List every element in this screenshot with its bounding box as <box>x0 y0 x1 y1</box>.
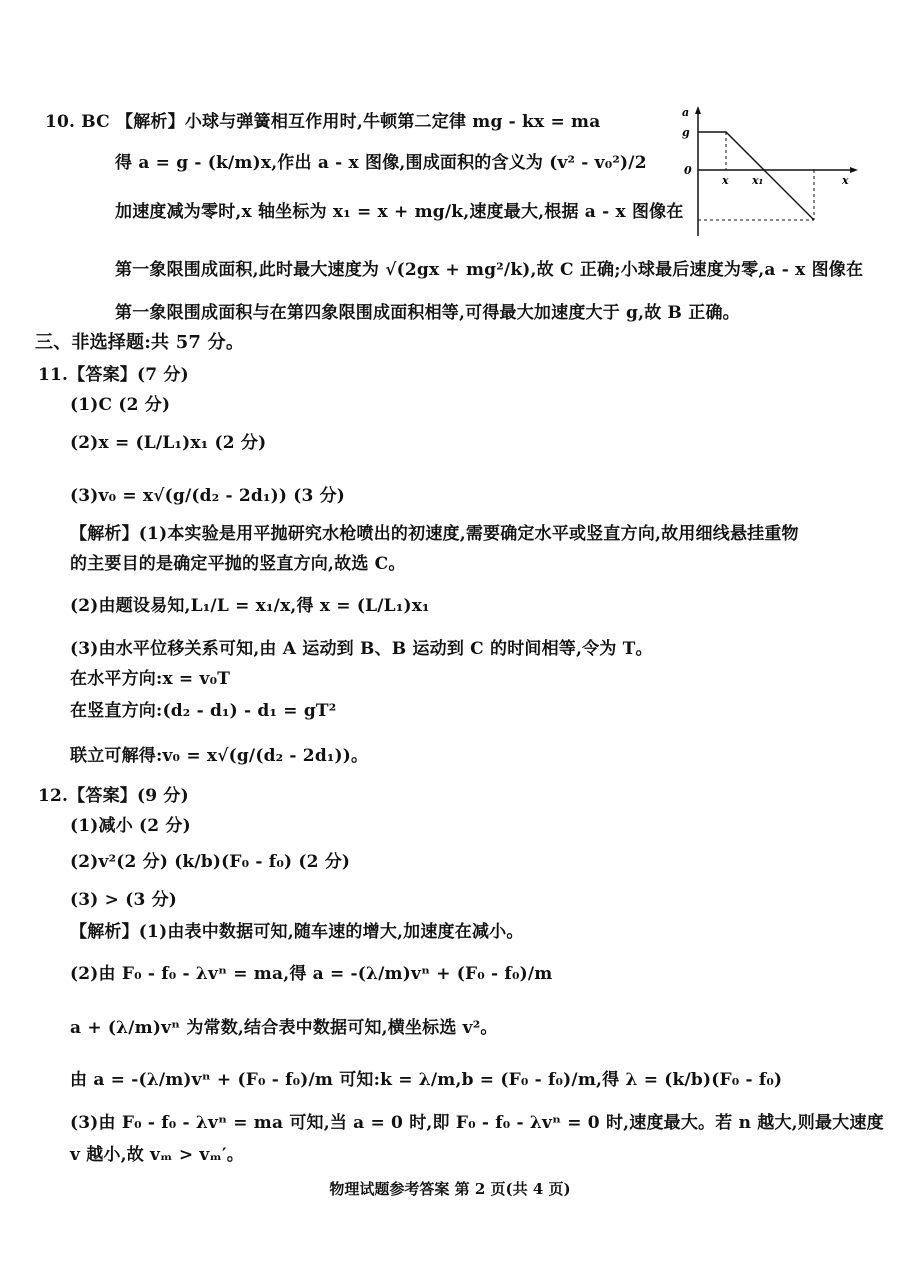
q12-analysis-3: a + (λ/m)vⁿ 为常数,结合表中数据可知,横坐标选 v²。 <box>70 1018 498 1038</box>
q11-analysis-6: 在竖直方向:(d₂ - d₁) - d₁ = gT² <box>70 701 337 721</box>
x-axis-label: x <box>842 174 849 187</box>
y-axis-label: a <box>682 106 690 119</box>
section-heading: 三、非选择题:共 57 分。 <box>35 332 245 353</box>
origin-label: 0 <box>684 164 692 177</box>
q12-heading: 12.【答案】(9 分) <box>38 786 189 806</box>
q11-analysis-2: 的主要目的是确定平抛的竖直方向,故选 C。 <box>70 554 406 574</box>
q12-answer-1: (1)减小 (2 分) <box>70 816 191 836</box>
x-tick-label: x <box>722 174 729 187</box>
q12-analysis-6: v 越小,故 vₘ > vₘ′。 <box>70 1145 244 1165</box>
y-axis-arrow <box>695 106 701 114</box>
q10-line-1: 10. BC 【解析】小球与弹簧相互作用时,牛顿第二定律 mg - kx = ma <box>45 112 601 132</box>
q11-analysis-7: 联立可解得:v₀ = x√(g/(d₂ - 2d₁))。 <box>70 746 369 766</box>
page-footer: 物理试题参考答案 第 2 页(共 4 页) <box>329 1180 571 1198</box>
q12-analysis-2: (2)由 F₀ - f₀ - λvⁿ = ma,得 a = -(λ/m)vⁿ + (F₀ - f₀)/m <box>70 964 553 984</box>
q11-analysis-5: 在水平方向:x = v₀T <box>70 669 231 689</box>
q11-analysis-1: 【解析】(1)本实验是用平抛研究水枪喷出的初速度,需要确定水平或竖直方向,故用细线悬挂重物 <box>70 524 799 544</box>
q12-analysis-4: 由 a = -(λ/m)vⁿ + (F₀ - f₀)/m 可知:k = λ/m,b = (F₀ - f₀)/m,得 λ = (k/b)(F₀ - f₀) <box>70 1070 783 1090</box>
q10-line-4: 第一象限围成面积,此时最大速度为 √(2gx + mg²/k),故 C 正确;小球最后速度为零,a - x 图像在 <box>115 260 864 280</box>
q12-answer-3: (3) > (3 分) <box>70 890 178 910</box>
q11-answer-2: (2)x = (L/L₁)x₁ (2 分) <box>70 433 267 453</box>
q11-answer-1: (1)C (2 分) <box>70 395 171 415</box>
q11-analysis-4: (3)由水平位移关系可知,由 A 运动到 B、B 运动到 C 的时间相等,令为 T。 <box>70 639 653 659</box>
q10-line-3: 加速度减为零时,x 轴坐标为 x₁ = x + mg/k,速度最大,根据 a - x 图像在 <box>115 202 684 222</box>
q12-answer-2: (2)v²(2 分) (k/b)(F₀ - f₀) (2 分) <box>70 852 351 872</box>
q12-analysis-5: (3)由 F₀ - f₀ - λvⁿ = ma 可知,当 a = 0 时,即 F₀ - f₀ - λvⁿ = 0 时,速度最大。若 n 越大,则最大速度 <box>70 1113 884 1133</box>
a-x-graph <box>676 104 866 244</box>
q12-analysis-1: 【解析】(1)由表中数据可知,随车速的增大,加速度在减小。 <box>70 922 524 942</box>
q11-answer-3: (3)v₀ = x√(g/(d₂ - 2d₁)) (3 分) <box>70 486 346 506</box>
x-axis-arrow <box>850 167 858 173</box>
q10-line-2: 得 a = g - (k/m)x,作出 a - x 图像,围成面积的含义为 (v² - v₀²)/2 <box>115 153 647 173</box>
q11-analysis-3: (2)由题设易知,L₁/L = x₁/x,得 x = (L/L₁)x₁ <box>70 596 430 616</box>
x1-tick-label: x₁ <box>752 174 764 187</box>
q10-line-5: 第一象限围成面积与在第四象限围成面积相等,可得最大加速度大于 g,故 B 正确。 <box>115 303 740 323</box>
g-label: g <box>682 126 690 139</box>
q11-heading: 11.【答案】(7 分) <box>38 365 189 385</box>
